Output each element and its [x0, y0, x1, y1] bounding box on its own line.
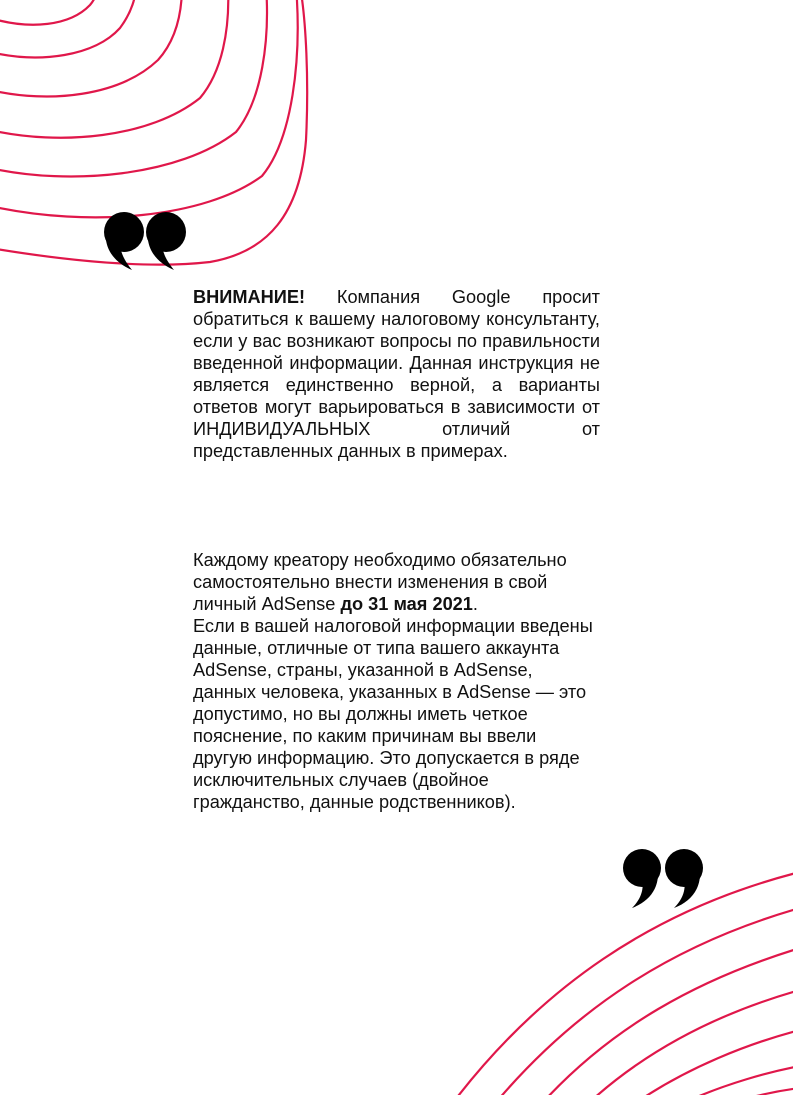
- details-paragraph: Если в вашей налоговой информации введены данные, отличные от типа вашего аккаунта AdSense, страны, указанной в AdSense, данных человека, указанных в AdSense — это допустимо, но вы должны иметь четкое пояснение, по каким причинам вы ввели другую информацию. Это допускается в ряде исключительных случаев (двойное гражданство, данные родственников).: [193, 616, 593, 812]
- deadline-period: .: [472, 594, 478, 614]
- info-section: [193, 549, 600, 813]
- notice-paragraph: [193, 286, 600, 462]
- closing-quote-icon: [618, 848, 710, 908]
- deadline-paragraph: [193, 549, 600, 615]
- deadline-date: до 31 мая 2021: [340, 594, 473, 614]
- notice-lead: ВНИМАНИЕ!: [193, 287, 306, 307]
- notice-body: Компания Google просит обратиться к вашему налоговому консультанту, если у вас возникают вопросы по правильности введенной информации. Данная инструкция не является единственно верной, а варианты ответов могут варьироваться в зависимости от ИНДИВИДУАЛЬНЫХ отличий от представленных данных в примерах.: [193, 287, 600, 461]
- opening-quote-icon: [100, 210, 192, 270]
- deadline-text: Каждому креатору необходимо обязательно самостоятельно внести изменения в свой личный AdSense: [193, 550, 567, 614]
